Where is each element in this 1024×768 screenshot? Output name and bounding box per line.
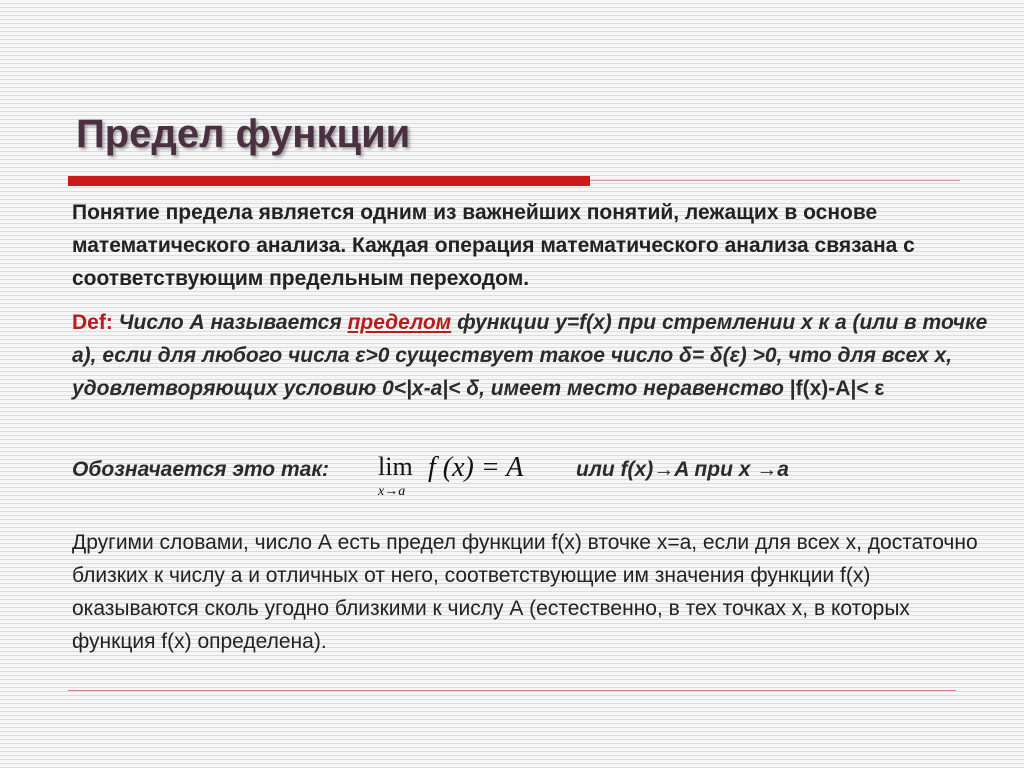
formula-lim: lim	[378, 452, 413, 481]
definition-part-3: >0 существует такое число δ= δ(	[365, 344, 730, 367]
definition-inequality: |f(x)-A|< ε	[789, 377, 885, 400]
definition-term: пределом	[347, 311, 452, 334]
explanation-paragraph: Другими словами, число А есть предел функции f(x) вточке x=a, если для всех x, достаточно близких к числу a и отличных от него, соответствующие им значения функции f(x) оказываются сколь угодно близкими к числу А (естественно, в тех точках x, в которых функция f(x) определена).	[72, 531, 978, 653]
bottom-divider	[68, 690, 956, 691]
formula-subscript: x→a	[378, 484, 406, 499]
notation-suffix: или f(x)→A при x →a	[576, 458, 789, 481]
definition-epsilon: ε	[355, 344, 366, 367]
definition-text	[72, 306, 992, 405]
definition-part-4: ) >0, что для всех х, удовлетворяющих условию 0<|x-a|< δ, имеет место неравенство	[72, 344, 953, 400]
definition-part-1: Число А называется	[112, 311, 348, 334]
definition-tag: Def:	[72, 311, 113, 334]
notation-line	[72, 448, 972, 504]
title-underline-thick	[68, 176, 590, 186]
title-underline-thin	[590, 180, 960, 181]
formula-expression: f (x) = A	[428, 452, 524, 483]
intro-text: Понятие предела является одним из важнейших понятий, лежащих в основе математического анализа. Каждая операция математического анализа связана с соответствующим предельным переходом.	[72, 201, 915, 290]
notation-prefix: Обозначается это так:	[72, 458, 329, 481]
title-underline	[68, 173, 960, 187]
definition-epsilon-2: ε	[729, 344, 740, 367]
definition-part-2: функции y=f(x) при стремлении x к a (или в точке a), если для любого числа	[72, 311, 988, 367]
slide-title: Предел функции	[76, 112, 411, 156]
